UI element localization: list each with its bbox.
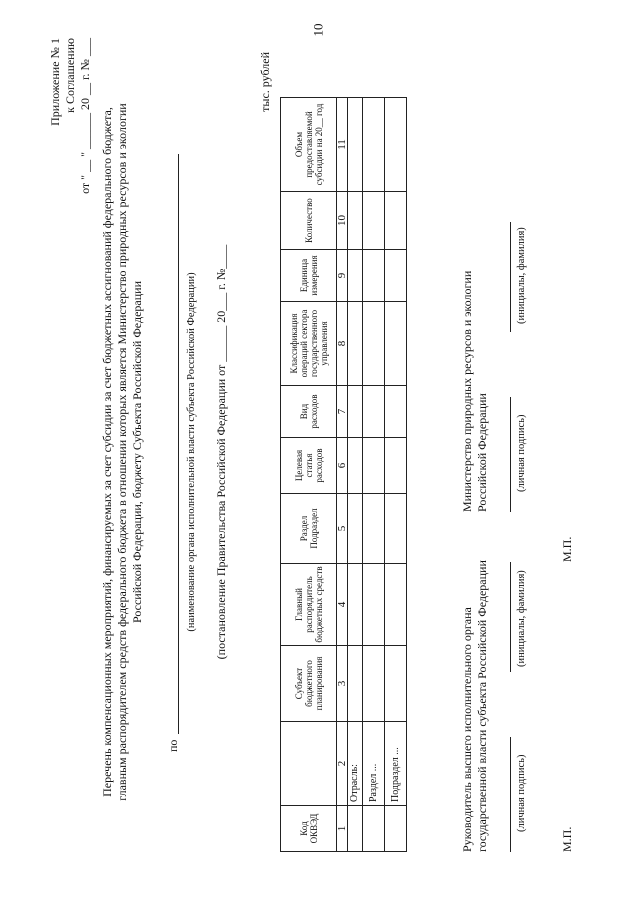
table-cell (348, 494, 363, 564)
table-cell (385, 98, 407, 192)
col-number: 5 (337, 494, 348, 564)
col-number: 1 (337, 806, 348, 852)
right-sig-line1: Министерство природных ресурсов и экологии (460, 270, 474, 512)
table-cell (348, 646, 363, 722)
table-cell (385, 646, 407, 722)
table-cell (363, 98, 385, 192)
appendix-line1: Приложение № 1 (48, 38, 62, 126)
appendix-line2: к Соглашению (63, 38, 77, 113)
col-number: 4 (337, 564, 348, 646)
row-label-industry: Отрасль: (348, 722, 363, 806)
right-seal: М.П. (560, 536, 574, 562)
table-cell (348, 250, 363, 302)
document-sheet (40, 12, 600, 892)
table-cell (348, 438, 363, 494)
po-label: по (166, 739, 180, 752)
header-classification: Классификация операций сектора государственного управления (281, 302, 337, 386)
col-number: 10 (337, 192, 348, 250)
left-seal: М.П. (560, 826, 574, 852)
document-title (100, 12, 145, 892)
table-cell (348, 98, 363, 192)
title-line1: Перечень компенсационных мероприятий, финансируемых за счет субсидии за счет бюджетных ассигнований федерального бюджета, (100, 107, 114, 797)
header-main-manager: Главный распорядитель бюджетных средств (281, 564, 337, 646)
resolution-caption: (постановление Правительства Российской Федерации от ______ 20___ г. №____ (214, 244, 228, 660)
appendix-block (48, 38, 93, 194)
header-quantity: Количество (281, 192, 337, 250)
measures-table (280, 97, 407, 852)
right-signature-block (460, 271, 490, 512)
header-expense-type: Вид расходов (281, 386, 337, 438)
org-name-line (178, 154, 179, 734)
right-name-caption: (инициалы, фамилия) (516, 227, 527, 324)
appendix-line3: от " __ " ______ 20 __ г. № ___ (78, 38, 92, 194)
table-cell (363, 386, 385, 438)
title-line2: главным распорядителем средств федерального бюджета в отношении которых является Министерство природных ресурсов и экологии (115, 103, 129, 801)
col-number: 3 (337, 646, 348, 722)
left-signature-block (460, 560, 490, 852)
header-unit: Единица измерения (281, 250, 337, 302)
units-label: тыс. рублей (258, 52, 272, 112)
table-cell (385, 250, 407, 302)
header-blank (281, 722, 337, 806)
row-label-subsection: Подраздел ... (385, 722, 407, 806)
table-cell (363, 494, 385, 564)
table-cell (348, 806, 363, 852)
title-line3: Российской Федерации, бюджету Субъекта Российской Федерации (130, 281, 144, 624)
left-sig-line1: Руководитель высшего исполнительного органа (460, 607, 474, 852)
table-cell (363, 438, 385, 494)
row-label-section: Раздел ... (363, 722, 385, 806)
table-cell (385, 438, 407, 494)
table-cell (363, 564, 385, 646)
table-cell (363, 250, 385, 302)
table-cell (385, 494, 407, 564)
table-cell (385, 386, 407, 438)
col-number: 7 (337, 386, 348, 438)
col-number: 11 (337, 98, 348, 192)
table-cell (385, 806, 407, 852)
table-cell (363, 646, 385, 722)
right-sign-caption: (личная подпись) (516, 414, 527, 492)
left-sign-caption: (личная подпись) (516, 754, 527, 832)
right-sig-line2: Российской Федерации (475, 393, 489, 512)
left-name-line (510, 562, 511, 672)
header-target-article: Целевая статья расходов (281, 438, 337, 494)
table-cell (385, 302, 407, 386)
left-sign-line (510, 737, 511, 852)
table-cell (348, 564, 363, 646)
org-caption: (наименование органа исполнительной власти субъекта Российской Федерации) (186, 272, 197, 632)
table-cell (385, 564, 407, 646)
header-okved: Код ОКВЭД (281, 806, 337, 852)
header-subsidy-volume: Объем предоставляемой субсидии на 20__ год (281, 98, 337, 192)
col-number: 8 (337, 302, 348, 386)
col-number: 2 (337, 722, 348, 806)
table-cell (363, 192, 385, 250)
table-cell (363, 806, 385, 852)
table-cell (348, 192, 363, 250)
header-section: Раздел Подраздел (281, 494, 337, 564)
table-cell (363, 302, 385, 386)
right-sign-line (510, 397, 511, 512)
right-name-line (510, 222, 511, 332)
left-name-caption: (инициалы, фамилия) (516, 570, 527, 667)
left-sig-line2: государственной власти субъекта Российской Федерации (475, 560, 489, 852)
page-number: 10 (310, 23, 326, 37)
table-cell (348, 302, 363, 386)
header-subject: Субъект бюджетного планирования (281, 646, 337, 722)
col-number: 6 (337, 438, 348, 494)
col-number: 9 (337, 250, 348, 302)
table-cell (348, 386, 363, 438)
table-cell (385, 192, 407, 250)
